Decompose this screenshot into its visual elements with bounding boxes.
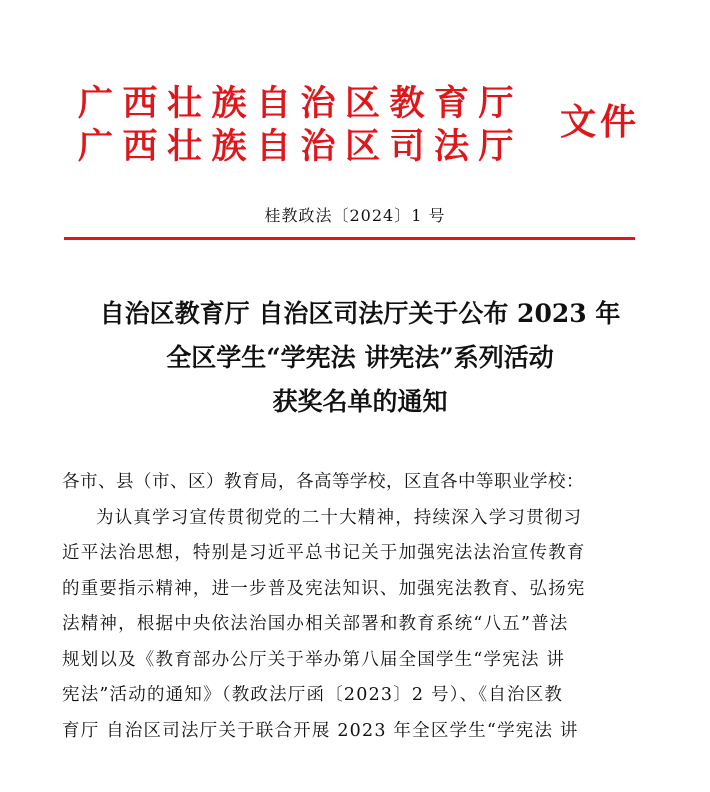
body-line: 法精神，根据中央依法治国办相关部署和教育系统“八五”普法 [62, 614, 569, 634]
salutation: 各市、县（市、区）教育局，各高等学校，区直各中等职业学校： [62, 472, 584, 492]
title-line-3: 获奖名单的通知 [272, 387, 448, 416]
document-number: 桂教政法〔2024〕1 号 [264, 206, 446, 225]
red-header [78, 82, 641, 172]
title-line-1: 自治区教育厅 自治区司法厅关于公布 2023 年 [99, 299, 621, 328]
body-line: 为认真学习宣传贯彻党的二十大精神，持续深入学习贯彻习 [96, 507, 583, 528]
document-title [40, 292, 680, 424]
title-line-2: 全区学生“学宪法 讲宪法”系列活动 [166, 343, 554, 372]
red-divider-line [64, 237, 635, 240]
body-line: 育厅 自治区司法厅关于联合开展 2023 年全区学生“学宪法 讲 [62, 720, 579, 741]
body-line: 近平法治思想，特别是习近平总书记关于加强宪法法治宣传教育 [62, 543, 586, 563]
body-line: 规划以及《教育部办公厅关于举办第八届全国学生“学宪法 讲 [62, 649, 566, 670]
body-line: 的重要指示精神，进一步普及宪法知识、加强宪法教育、弘扬宪 [62, 578, 586, 599]
issuer-justice-department: 广西壮族自治区司法厅 [78, 126, 524, 167]
document-type-label: 文件 [560, 101, 641, 143]
document-body [62, 465, 662, 749]
issuer-education-department: 广西壮族自治区教育厅 [78, 83, 524, 124]
body-line: 宪法”活动的通知》（教政法厅函〔2023〕2 号）、《自治区教 [62, 685, 564, 705]
